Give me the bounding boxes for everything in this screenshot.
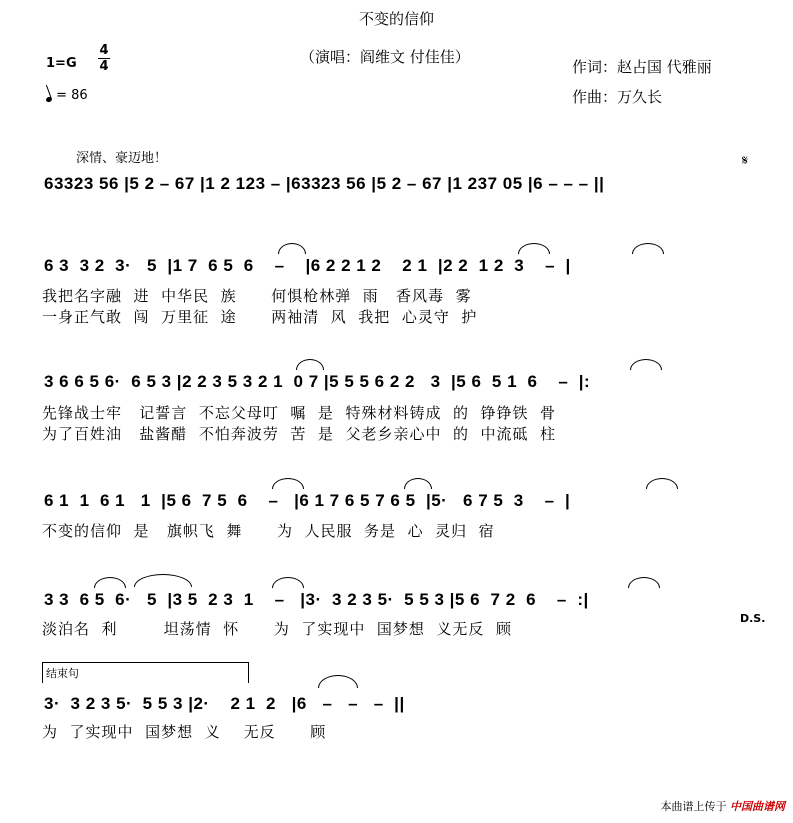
slur — [632, 243, 664, 254]
song-title: 不变的信仰 — [358, 10, 434, 28]
lyrics-row-3-verse-1: 先锋战士牢 记誓言 不忘父母叮 嘱 是 特殊材料铸成 的 铮铮铁 骨 — [42, 404, 557, 422]
footer-credit — [661, 798, 786, 814]
tempo-value: = 86 — [56, 88, 88, 103]
slur — [134, 574, 192, 587]
lyrics-row-2-verse-1: 我把名字融 进 中华民 族 何惧枪林弹 雨 香风毒 雾 — [42, 287, 472, 305]
performers: （演唱：阎维文 付佳佳） — [300, 48, 470, 66]
slur — [318, 675, 358, 688]
footer-text: 本曲谱上传于 — [660, 800, 727, 813]
notation-row-4: 6 1 1 6 1 1 |5 6 7 5 6 – |6 1 7 6 5 7 6 5 |5· 6 7 5 3 – | — [44, 491, 571, 510]
slur — [404, 478, 432, 489]
slur — [518, 243, 550, 254]
site-logo: 中国曲谱网 — [730, 800, 785, 813]
slur — [646, 478, 678, 489]
lyrics-row-5-verse-1: 淡泊名 利 坦荡情 怀 为 了实现中 国梦想 义无反 顾 — [42, 620, 512, 638]
dal-segno-marking: D.S. — [740, 612, 766, 625]
notation-row-2: 6 3 3 2 3· 5 |1 7 6 5 6 – |6 2 2 1 2 2 1 |2 2 1 2 3 – | — [44, 256, 571, 275]
expression-marking: 深情、豪迈地！ — [76, 151, 168, 166]
time-signature — [98, 44, 110, 73]
ending-label: 结束句 — [46, 667, 79, 680]
slur — [630, 359, 662, 370]
notation-row-1: 63323 56 |5 2 – 67 |1 2 123 – |63323 56 |5 2 – 67 |1 237 05 |6 – – – || — [44, 174, 605, 193]
slur — [296, 359, 324, 370]
slur — [94, 577, 126, 588]
slur — [272, 478, 304, 489]
time-signature-bottom: 4 — [99, 59, 109, 74]
notation-row-5: 3 3 6 5 6· 5 |3 5 2 3 1 – |3· 3 2 3 5· 5 5 3 |5 6 7 2 6 – :| — [44, 590, 589, 609]
lyricist-credit: 作词：赵占国 代雅丽 — [572, 58, 712, 76]
slur — [628, 577, 660, 588]
tempo-marking — [46, 88, 88, 103]
notation-row-3: 3 6 6 5 6· 6 5 3 |2 2 3 5 3 2 1 0 7 |5 5 5 6 2 2 3 |5 6 5 1 6 – |: — [44, 372, 591, 391]
lyrics-row-6-verse-1: 为 了实现中 国梦想 义 无反 顾 — [42, 723, 327, 741]
lyrics-row-3-verse-2: 为了百姓油 盐酱醋 不怕奔波劳 苦 是 父老乡亲心中 的 中流砥 柱 — [42, 425, 557, 443]
notation-row-6: 3· 3 2 3 5· 5 5 3 |2· 2 1 2 |6 – – – || — [44, 694, 405, 713]
key-signature: 1=G — [46, 56, 77, 71]
slur — [278, 243, 306, 254]
lyrics-row-2-verse-2: 一身正气敢 闯 万里征 途 两袖清 风 我把 心灵守 护 — [42, 308, 478, 326]
quarter-note-icon — [45, 96, 52, 103]
slur — [272, 577, 304, 588]
time-signature-top: 4 — [99, 43, 109, 58]
composer-credit: 作曲：万久长 — [572, 88, 663, 106]
segno-icon: 𝄋 — [742, 153, 749, 169]
lyrics-row-4-verse-1: 不变的信仰 是 旗帜飞 舞 为 人民服 务是 心 灵归 宿 — [42, 522, 495, 540]
